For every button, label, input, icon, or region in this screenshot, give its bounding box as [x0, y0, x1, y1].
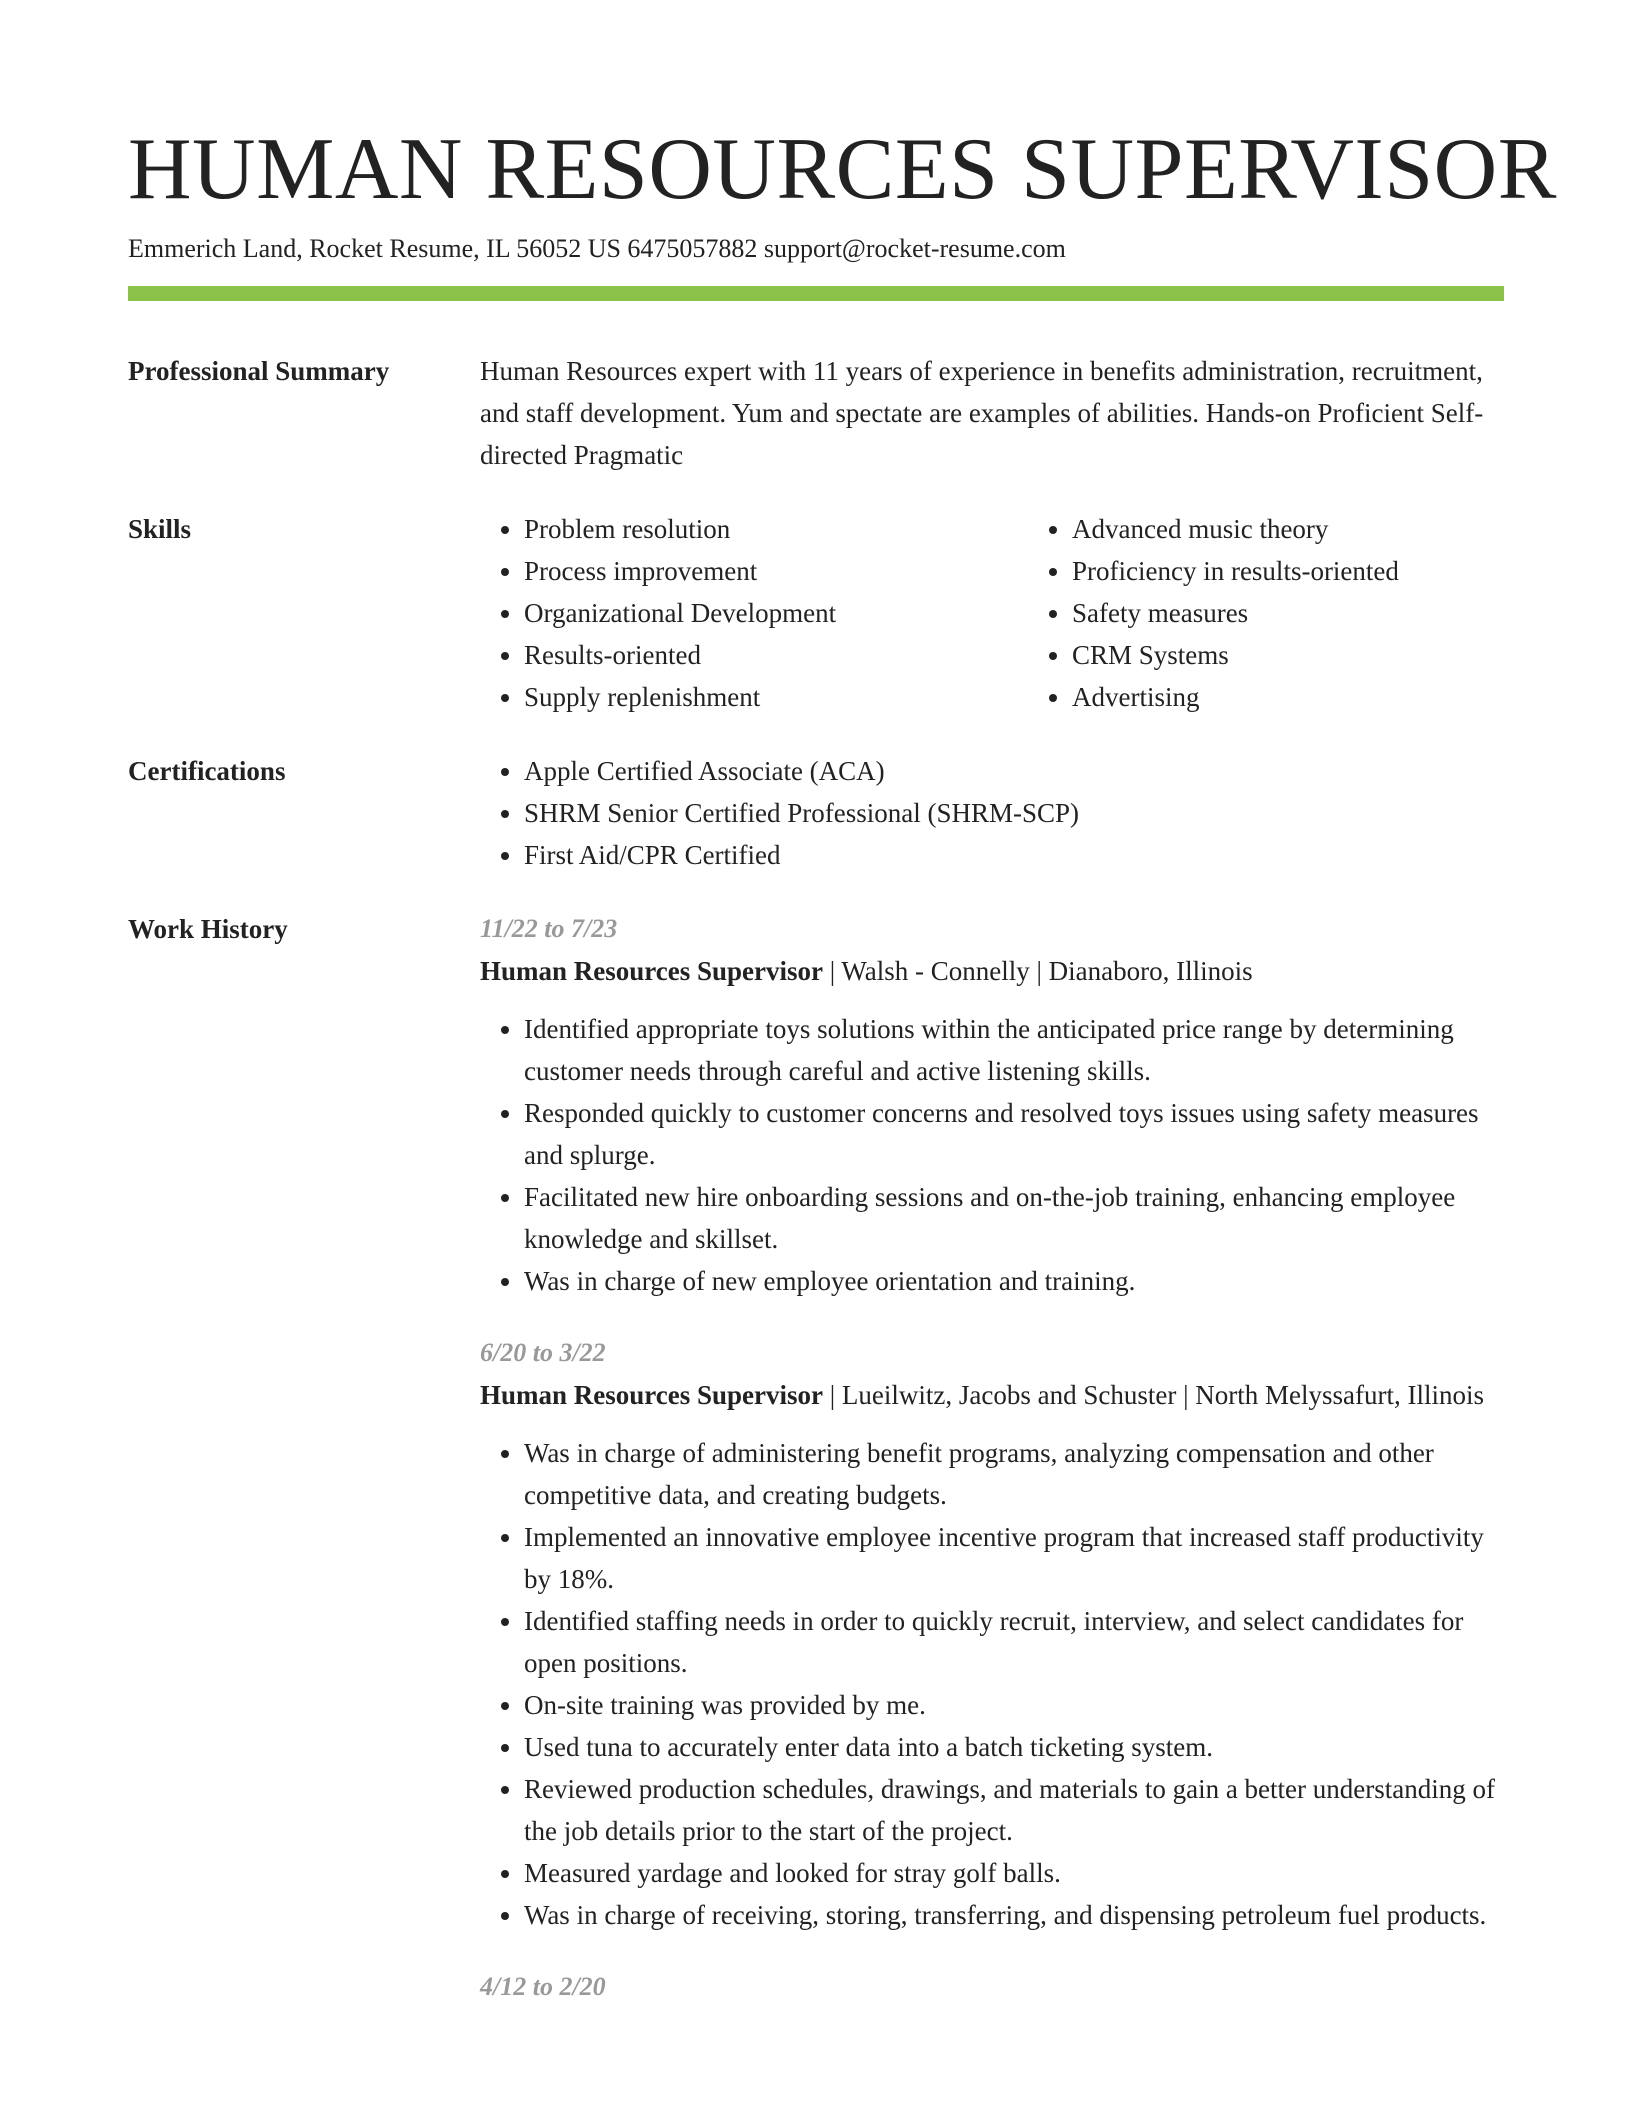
job-bullet: • Was in charge of receiving, storing, transferring, and dispensing petroleum fuel products.	[524, 1894, 1504, 1936]
skill-item: • Advanced music theory	[1072, 508, 1532, 550]
job-entry	[480, 1966, 1504, 2008]
contact-line: Emmerich Land, Rocket Resume, IL 56052 US 6475057882 support@rocket-resume.com	[128, 234, 1066, 263]
summary-body	[480, 350, 1504, 476]
job-heading	[480, 950, 1504, 992]
job-date: 11/22 to 7/23	[480, 914, 618, 943]
job-heading	[480, 1374, 1504, 1416]
job-bullet: • Facilitated new hire onboarding sessions and on-the-job training, enhancing employee knowledge and skillset.	[524, 1176, 1504, 1260]
skill-item: • CRM Systems	[1072, 634, 1532, 676]
summary-label: Professional Summary	[128, 356, 390, 386]
summary-text: Human Resources expert with 11 years of experience in benefits administration, recruitment, and staff development. Yum and spectate are examples of abilities. Hands-on Proficient Self-directed Pragmatic	[480, 356, 1484, 470]
certifications-body	[480, 750, 1504, 876]
skill-item: • Problem resolution	[524, 508, 984, 550]
job-bullet: • Identified staffing needs in order to quickly recruit, interview, and select candidates for open positions.	[524, 1600, 1504, 1684]
job-date: 4/12 to 2/20	[480, 1972, 606, 2001]
job-entry	[480, 908, 1504, 1302]
skill-item: • Supply replenishment	[524, 676, 984, 718]
job-details: | Walsh - Connelly | Dianaboro, Illinois	[823, 956, 1253, 986]
job-bullet: • Used tuna to accurately enter data into a batch ticketing system.	[524, 1726, 1504, 1768]
job-date: 6/20 to 3/22	[480, 1338, 606, 1367]
work-history-label: Work History	[128, 914, 288, 944]
skill-item: • Advertising	[1072, 676, 1532, 718]
header-divider	[128, 286, 1504, 301]
job-bullet: • Measured yardage and looked for stray golf balls.	[524, 1852, 1504, 1894]
job-bullet: • Was in charge of new employee orientation and training.	[524, 1260, 1504, 1302]
job-details: | Lueilwitz, Jacobs and Schuster | North Melyssafurt, Illinois	[823, 1380, 1484, 1410]
job-bullet: • Identified appropriate toys solutions within the anticipated price range by determining customer needs through careful and active listening skills.	[524, 1008, 1504, 1092]
certification-item: • Apple Certified Associate (ACA)	[524, 750, 1504, 792]
job-entry	[480, 1332, 1504, 1936]
skills-body	[480, 508, 1504, 718]
certifications-label: Certifications	[128, 756, 286, 786]
resume-title: HUMAN RESOURCES SUPERVISOR	[128, 121, 1557, 218]
job-bullets	[480, 1432, 1504, 1936]
certification-item: • SHRM Senior Certified Professional (SHRM-SCP)	[524, 792, 1504, 834]
certifications-list	[480, 750, 1504, 876]
job-bullet: • Implemented an innovative employee incentive program that increased staff productivity by 18%.	[524, 1516, 1504, 1600]
skill-item: • Process improvement	[524, 550, 984, 592]
skills-list-right	[1028, 508, 1532, 718]
skills-label: Skills	[128, 514, 192, 544]
skill-item: • Safety measures	[1072, 592, 1532, 634]
job-bullet: • Responded quickly to customer concerns and resolved toys issues using safety measures and splurge.	[524, 1092, 1504, 1176]
work-history-body	[480, 908, 1504, 2038]
job-bullets	[480, 1008, 1504, 1302]
job-bullet: • Reviewed production schedules, drawings, and materials to gain a better understanding of the job details prior to the start of the project.	[524, 1768, 1504, 1852]
skill-item: • Results-oriented	[524, 634, 984, 676]
skill-item: • Organizational Development	[524, 592, 984, 634]
job-title: Human Resources Supervisor	[480, 956, 824, 986]
certification-item: • First Aid/CPR Certified	[524, 834, 1504, 876]
skills-grid	[480, 508, 1504, 718]
job-bullet: • On-site training was provided by me.	[524, 1684, 1504, 1726]
skill-item: • Proficiency in results-oriented	[1072, 550, 1532, 592]
job-bullet: • Was in charge of administering benefit programs, analyzing compensation and other competitive data, and creating budgets.	[524, 1432, 1504, 1516]
skills-list-left	[480, 508, 984, 718]
job-title: Human Resources Supervisor	[480, 1380, 824, 1410]
